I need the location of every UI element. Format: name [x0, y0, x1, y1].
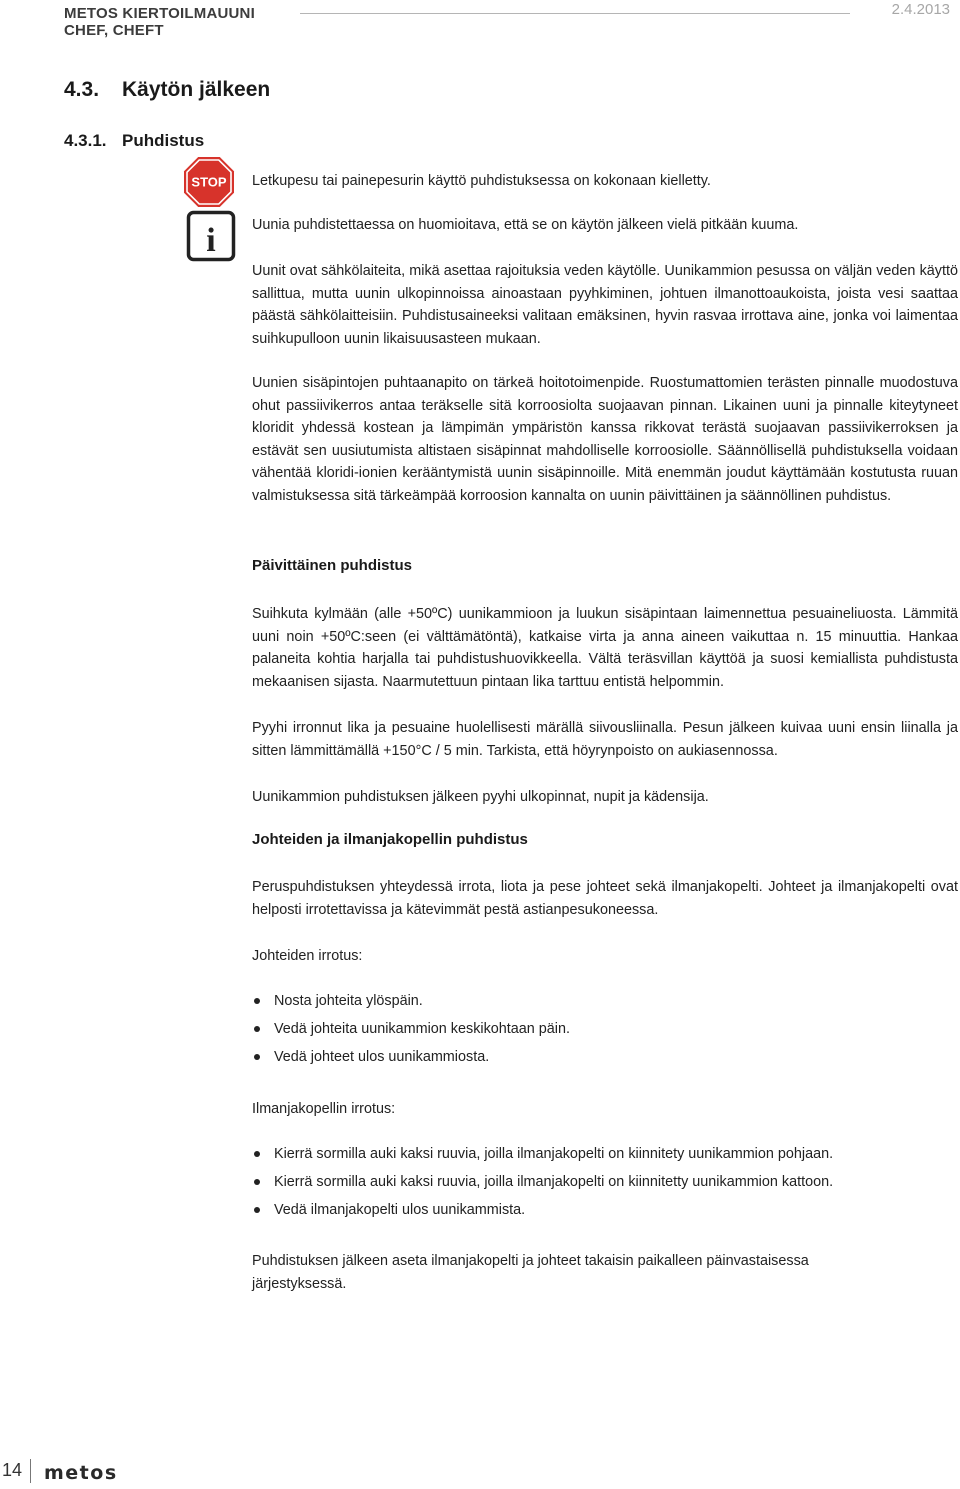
- list-item: Vedä johteita uunikammion keskikohtaan päin.: [252, 1018, 570, 1046]
- list-item: Vedä johteet ulos uunikammiosta.: [252, 1046, 570, 1074]
- section-heading: [64, 78, 270, 102]
- paragraph-ducts: Peruspuhdistuksen yhteydessä irrota, liota ja pese johteet sekä ilmanjakopelti. Johteet ja ilmanjakopelti ovat helposti irrotettavissa ja kätevimmät pestä astianpesukoneessa.: [252, 879, 958, 918]
- info-icon-letter: i: [206, 222, 216, 259]
- stop-sign-label: STOP: [191, 174, 227, 190]
- list-item: Vedä ilmanjakopelti ulos uunikammista.: [252, 1199, 833, 1227]
- header-rule: [300, 13, 850, 14]
- header-date: 2.4.2013: [891, 1, 950, 18]
- metos-logo: [44, 1464, 158, 1481]
- subsection-title: Puhdistus: [122, 131, 205, 150]
- metos-logo-text: metos: [44, 1464, 118, 1481]
- paragraph-corrosion: Uunien sisäpintojen puhtaanapito on tärkeä hoitotoimenpide. Ruostumattomien terästen pinnalle muodostuva ohut passiivikerros antaa teräkselle sitä korroosiolta suojaavan pinnan. Likainen uuni ja pinnalle kiteytyneet kloridit yhdessä kostean ja lämpimän ympäristön kanssa rikkovat terästä suojaavan passiivikerroksen ja estävät sen uusiutumista altistaen sisäpinnat mahdolliselle korroosiolle. Säännöllisellä puhdistuksella voidaan vähentää kloridi-ionien kerääntymistä uunin sisäpinnoille. Mitä enemmän joudut käyttämään kostutusta ruuan valmistuksessa sitä tärkeämpää korroosion kannalta on uunin päivittäinen ja säännöllinen puhdistus.: [252, 375, 958, 504]
- info-icon: [186, 210, 236, 262]
- section-title: Käytön jälkeen: [122, 78, 271, 101]
- list-item: Nosta johteita ylöspäin.: [252, 990, 570, 1018]
- plate-removal-steps: [252, 1143, 833, 1227]
- plate-removal-label: Ilmanjakopellin irrotus:: [252, 1101, 396, 1117]
- heading-duct-cleaning: Johteiden ja ilmanjakopellin puhdistus: [252, 831, 528, 848]
- subsection-heading: [64, 131, 204, 151]
- heading-daily-cleaning: Päivittäinen puhdistus: [252, 557, 413, 574]
- subsection-number: 4.3.1.: [64, 131, 107, 150]
- page-number: 14: [2, 1460, 23, 1480]
- paragraph-daily-2: Pyyhi irronnut lika ja pesuaine huolellisesti märällä siivousliinalla. Pesun jälkeen kuivaa uuni ensin liinalla ja sitten lämmittämällä +150°C / 5 min. Tarkista, että höyrynpoisto on aukiasennossa.: [252, 720, 958, 759]
- ducts-removal-label: Johteiden irrotus:: [252, 948, 363, 964]
- ducts-removal-steps: [252, 990, 570, 1074]
- stop-note: Letkupesu tai painepesurin käyttö puhdistuksessa on kokonaan kielletty.: [252, 173, 711, 189]
- section-number: 4.3.: [64, 78, 100, 101]
- header-title-line2: CHEF, CHEFT: [64, 22, 164, 39]
- paragraph-daily-1: Suihkuta kylmään (alle +50ºC) uunikammioon ja luukun sisäpintaan laimennettua pesuaineliuosta. Lämmitä uuni noin +50ºC:seen (ei välttämätöntä), katkaise virta ja anna aineen vaikuttaa n. 15 minuuttia. Hankaa palaneita kohtia harjalla tai puhdistushuovikkeella. Vältä teräsvillan käyttöä ja suosi kemiallista puhdistusta mekaanisen sijasta. Naarmutettuun pintaan lika tarttuu entistä helpommin.: [252, 606, 958, 690]
- paragraph-electrical: Uunit ovat sähkölaiteita, mikä asettaa rajoituksia veden käytölle. Uunikammion pesussa on väljän veden käyttö sallittua, mutta uunin ulkopinnoissa ainoastaan pyyhkiminen, johtuen ilmanottoaukoista, joista vesi saattaa päästä sähkölaitteisiin. Puhdistusaineeksi valitaan emäksinen, hyvin rasvaa irrottava aine, jonka voi laimentaa suihkupulloon uunin likaisuusasteen mukaan.: [252, 263, 958, 347]
- list-item: Kierrä sormilla auki kaksi ruuvia, joilla ilmanjakopelti on kiinnitetty uunikammion kattoon.: [252, 1171, 833, 1199]
- footer-divider: [30, 1459, 31, 1483]
- stop-sign-icon: [183, 156, 235, 208]
- paragraph-reassembly: Puhdistuksen jälkeen aseta ilmanjakopelti ja johteet takaisin paikalleen päinvastaisessa järjestyksessä.: [252, 1253, 809, 1292]
- header-title-line1: METOS KIERTOILMAUUNI: [64, 5, 255, 22]
- document-header-title: [64, 5, 255, 39]
- list-item: Kierrä sormilla auki kaksi ruuvia, joilla ilmanjakopelti on kiinnitety uunikammion pohjaan.: [252, 1143, 833, 1171]
- paragraph-daily-3: Uunikammion puhdistuksen jälkeen pyyhi ulkopinnat, nupit ja kädensija.: [252, 789, 709, 805]
- info-note: Uunia puhdistettaessa on huomioitava, että se on käytön jälkeen vielä pitkään kuuma.: [252, 217, 799, 233]
